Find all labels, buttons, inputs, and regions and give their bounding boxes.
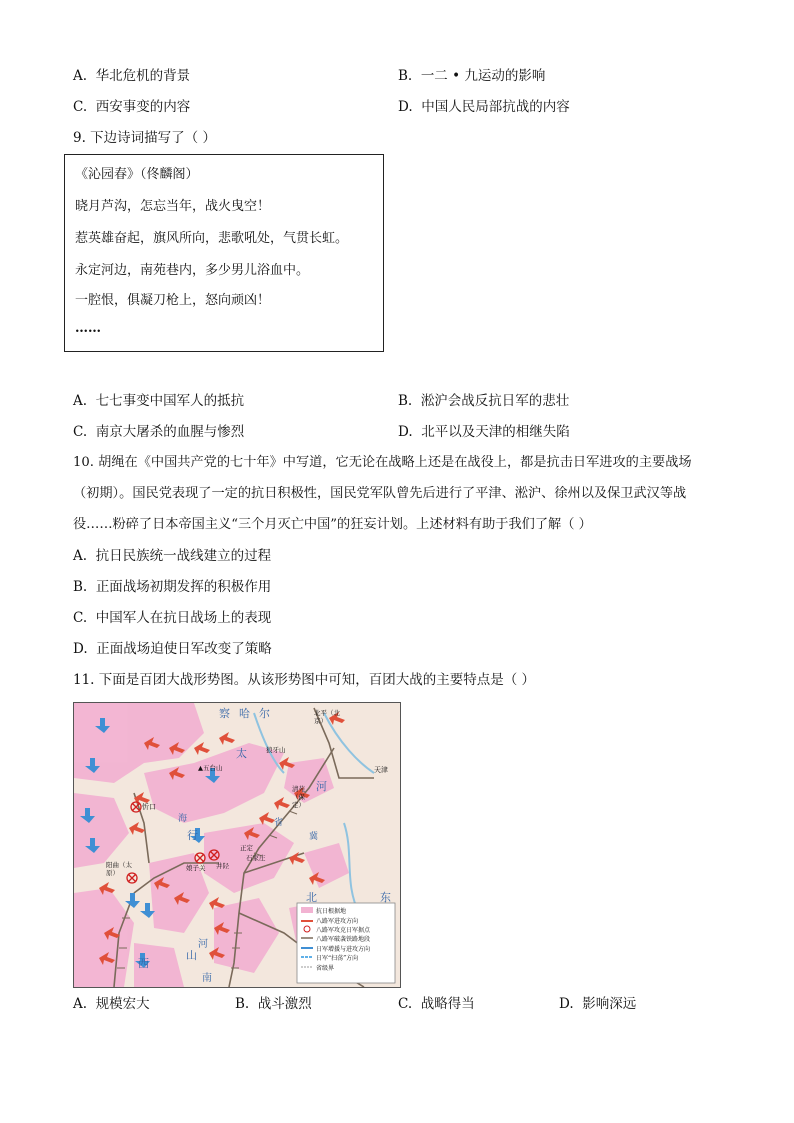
map-label-region: 太 [236, 747, 247, 760]
q8-option-b[interactable] [398, 66, 545, 86]
option-text: 南京大屠杀的血腥与惨烈 [95, 424, 245, 440]
q10-stem-line-3: 役……粉碎了日本帝国主义“三个月灭亡中国”的狂妄计划。上述材料有助于我们了解（ ） [73, 517, 592, 532]
option-text: 西安事变的内容 [95, 99, 191, 115]
poem-title: 《沁园春》（佟麟阁） [75, 167, 199, 182]
option-key: B. [73, 579, 88, 595]
option-key: D. [73, 641, 88, 657]
poem-ellipsis: …… [75, 321, 101, 336]
option-text: 正面战场初期发挥的积极作用 [95, 579, 272, 595]
q9-option-d[interactable] [398, 422, 570, 442]
map-label-region: 察 [219, 707, 230, 720]
option-text: 中国军人在抗日战场上的表现 [95, 610, 272, 626]
q8-option-a[interactable] [73, 66, 190, 86]
option-text: 影响深远 [582, 996, 637, 1012]
option-key: D. [398, 424, 413, 440]
hundred-regiments-map [73, 702, 401, 988]
map-label-region: 行 [187, 829, 198, 842]
q10-option-c[interactable] [73, 608, 271, 628]
option-key: D. [398, 99, 413, 115]
option-text: 七七事变中国军人的抵抗 [95, 393, 245, 409]
map-label-place: 北平（北京） [314, 709, 340, 725]
map-label-place: 正定 [240, 844, 253, 852]
option-text: 战斗激烈 [257, 996, 312, 1012]
map-label-region: 山 [186, 949, 197, 962]
option-key: B. [235, 996, 250, 1012]
q10-option-b[interactable] [73, 577, 271, 597]
option-text: 战略得当 [420, 996, 475, 1012]
option-key: C. [73, 610, 88, 626]
q9-stem: 9. 下边诗词描写了（ ） [73, 130, 216, 146]
option-key: A. [73, 996, 88, 1012]
option-key: A. [73, 68, 88, 84]
option-text: 抗日民族统一战线建立的过程 [95, 548, 272, 564]
legend-item: 日军增援与进攻方向 [316, 946, 371, 953]
map-label-place: 娘子关 [186, 864, 206, 872]
map-label-place: 阳曲（太原） [106, 861, 132, 877]
q11-option-a[interactable] [73, 994, 150, 1014]
q9-option-a[interactable] [73, 391, 244, 411]
option-key: B. [398, 393, 413, 409]
option-key: C. [73, 424, 88, 440]
q8-option-c[interactable] [73, 97, 190, 117]
option-text: 一二 • 九运动的影响 [420, 68, 546, 84]
legend-item: 八路军攻克日军据点 [316, 927, 371, 934]
option-key: C. [73, 99, 88, 115]
map-label-region: 尔 [259, 707, 270, 720]
poem-box [64, 154, 384, 352]
map-label-place: 清苑（保定） [292, 785, 305, 809]
option-text: 华北危机的背景 [95, 68, 191, 84]
q10-option-d[interactable] [73, 639, 272, 659]
map-label-region: 哈 [239, 707, 250, 720]
map-label-region: 冀 [309, 832, 319, 842]
legend-item: 八路军进攻方向 [316, 918, 359, 925]
map-label-region: 南 [202, 973, 212, 984]
option-text: 中国人民局部抗战的内容 [421, 99, 570, 115]
option-text: 淞沪会战反抗日军的悲壮 [420, 393, 570, 409]
q10-stem-line-1: 10. 胡绳在《中国共产党的七十年》中写道，它无论在战略上还是在战役上，都是抗击日军进攻的主要战场 [73, 455, 692, 470]
map-label-region: 海 [178, 814, 188, 824]
map-label-region: 西 [138, 957, 149, 970]
map-label-place: 石家庄 [246, 854, 266, 862]
map-label-place: ▲五台山 [198, 764, 223, 772]
q11-stem: 11. 下面是百团大战形势图。从该形势图中可知，百团大战的主要特点是（ ） [73, 672, 536, 688]
poem-line: 永定河边，南苑巷内，多少男儿浴血中。 [75, 263, 310, 278]
map-label-region: 东 [380, 891, 391, 904]
poem-line: 晓月芦沟，怎忘当年，战火曳空！ [75, 199, 271, 214]
option-text: 规模宏大 [95, 996, 150, 1012]
legend-item: 抗日根据地 [316, 908, 347, 915]
q10-stem-line-2: （初期）。国民党表现了一定的抗日积极性，国民党军队曾先后进行了平津、淞沪、徐州以及保卫武汉等战 [73, 486, 687, 501]
q10-option-a[interactable] [73, 546, 271, 566]
map-label-region: 河 [198, 939, 208, 950]
poem-line: 惹英雄奋起，旗风所向，悲歌吼处，气贯长虹。 [75, 231, 349, 246]
map-label-region: 省 [274, 818, 284, 828]
q9-option-c[interactable] [73, 422, 244, 442]
option-key: D. [559, 996, 574, 1012]
map-label-place: 狼牙山 [266, 746, 286, 754]
option-key: A. [73, 393, 88, 409]
map-label-place: 忻口 [142, 803, 156, 811]
poem-line: 一腔恨，俱凝刀枪上，怒向顽凶！ [75, 293, 271, 308]
option-key: A. [73, 548, 88, 564]
map-label-region: 北 [306, 891, 317, 904]
q9-option-b[interactable] [398, 391, 569, 411]
q11-option-d[interactable] [559, 994, 636, 1014]
map-label-place: 天津 [374, 766, 388, 774]
q8-option-d[interactable] [398, 97, 570, 117]
option-text: 北平以及天津的相继失陷 [421, 424, 570, 440]
legend-item: 日军“扫荡”方向 [316, 955, 359, 962]
option-key: C. [398, 996, 413, 1012]
legend-item: 八路军破袭铁路地段 [316, 936, 371, 943]
option-text: 正面战场迫使日军改变了策略 [96, 641, 272, 657]
q11-option-b[interactable] [235, 994, 312, 1014]
map-label-place: 井陉 [216, 862, 229, 870]
option-key: B. [398, 68, 413, 84]
q11-option-c[interactable] [398, 994, 475, 1014]
legend-item: 省级界 [316, 965, 335, 972]
map-label-region: 河 [316, 780, 327, 793]
